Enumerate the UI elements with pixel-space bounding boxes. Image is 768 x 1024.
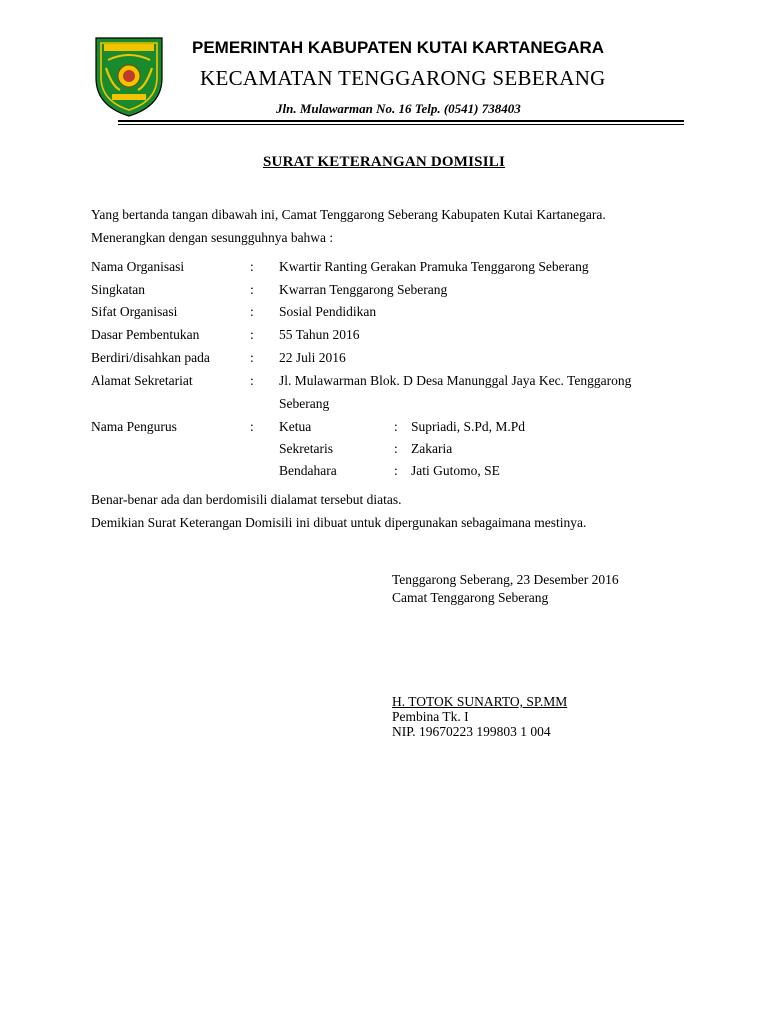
header-address: Jln. Mulawarman No. 16 Telp. (0541) 738403 [276, 101, 521, 116]
field-colon: : [250, 259, 254, 274]
field-colon: : [250, 373, 254, 388]
intro-line-1: Yang bertanda tangan dibawah ini, Camat Tenggarong Seberang Kabupaten Kutai Kartanegara. [91, 207, 606, 222]
field-value-alamat-sekretariat: Jl. Mulawarman Blok. D Desa Manunggal Jaya Kec. Tenggarong [279, 373, 632, 388]
letterhead-divider-thin [118, 124, 684, 125]
signature-place-date: Tenggarong Seberang, 23 Desember 2016 [392, 572, 619, 587]
field-colon: : [250, 419, 254, 434]
closing-line-1: Benar-benar ada dan berdomisili dialamat tersebut diatas. [91, 492, 402, 507]
pengurus-role-ketua: Ketua [279, 419, 312, 434]
letterhead-divider [118, 120, 684, 122]
field-label-nama-pengurus: Nama Pengurus [91, 419, 177, 434]
header-district-name: KECAMATAN TENGGARONG SEBERANG [200, 66, 606, 90]
field-label-nama-organisasi: Nama Organisasi [91, 259, 185, 274]
field-value-sifat-organisasi: Sosial Pendidikan [279, 304, 377, 319]
field-value-dasar-pembentukan: 55 Tahun 2016 [279, 327, 360, 342]
pengurus-role-sekretaris: Sekretaris [279, 441, 333, 456]
signatory-rank: Pembina Tk. I [392, 709, 469, 724]
field-value-berdiri: 22 Juli 2016 [279, 350, 346, 365]
field-label-singkatan: Singkatan [91, 282, 145, 297]
field-label-dasar-pembentukan: Dasar Pembentukan [91, 327, 200, 342]
pengurus-role-bendahara: Bendahara [279, 463, 337, 478]
field-label-sifat-organisasi: Sifat Organisasi [91, 304, 178, 319]
signatory-nip: NIP. 19670223 199803 1 004 [392, 724, 551, 739]
field-value-singkatan: Kwarran Tenggarong Seberang [279, 282, 448, 297]
signature-position: Camat Tenggarong Seberang [392, 590, 549, 605]
field-value-nama-organisasi: Kwartir Ranting Gerakan Pramuka Tenggarong Seberang [279, 259, 589, 274]
document-title: SURAT KETERANGAN DOMISILI [263, 154, 505, 170]
field-value-alamat-sekretariat-cont: Seberang [279, 396, 330, 411]
header-government-name: PEMERINTAH KABUPATEN KUTAI KARTANEGARA [192, 38, 605, 57]
pengurus-colon: : [394, 441, 398, 456]
pengurus-name-bendahara: Jati Gutomo, SE [411, 463, 500, 478]
regency-emblem-logo [92, 28, 166, 118]
closing-line-2: Demikian Surat Keterangan Domisili ini dibuat untuk dipergunakan sebagaimana mestinya. [91, 515, 587, 530]
pengurus-colon: : [394, 463, 398, 478]
field-label-alamat-sekretariat: Alamat Sekretariat [91, 373, 193, 388]
pengurus-name-sekretaris: Zakaria [411, 441, 453, 456]
pengurus-colon: : [394, 419, 398, 434]
intro-line-2: Menerangkan dengan sesungguhnya bahwa : [91, 230, 334, 245]
field-colon: : [250, 282, 254, 297]
signatory-name: H. TOTOK SUNARTO, SP.MM [392, 694, 568, 709]
field-colon: : [250, 304, 254, 319]
pengurus-name-ketua: Supriadi, S.Pd, M.Pd [411, 419, 526, 434]
field-colon: : [250, 350, 254, 365]
field-colon: : [250, 327, 254, 342]
field-label-berdiri: Berdiri/disahkan pada [91, 350, 210, 365]
